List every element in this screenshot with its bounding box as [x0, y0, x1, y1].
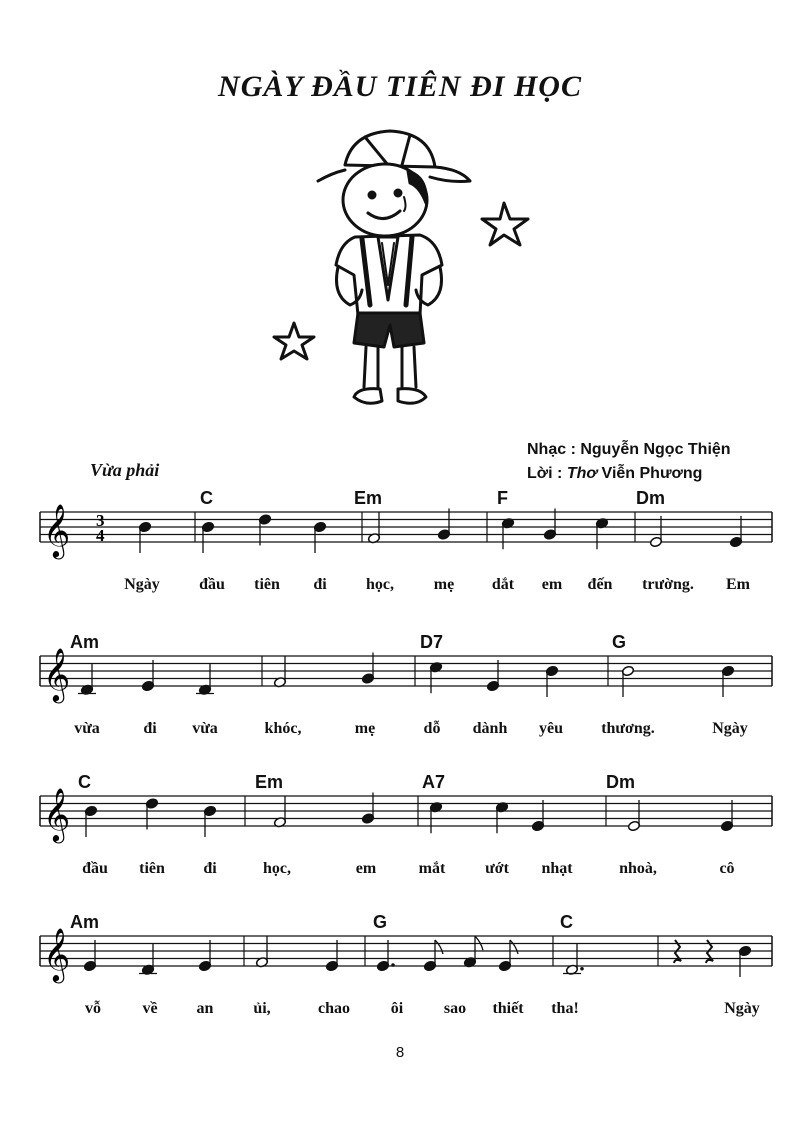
time-signature-bottom: 4 — [96, 526, 105, 545]
note — [361, 793, 374, 825]
music-system-1 — [0, 488, 800, 608]
treble-clef-icon: 𝄞 — [43, 503, 71, 557]
note — [273, 796, 286, 828]
staff — [0, 908, 800, 988]
note — [498, 940, 518, 972]
lyric-syllable: học, — [263, 860, 291, 877]
lyric-syllable: Ngày — [712, 720, 748, 737]
note — [367, 512, 380, 544]
note — [531, 800, 544, 832]
note — [429, 662, 442, 694]
song-title: NGÀY ĐẦU TIÊN ĐI HỌC — [218, 70, 582, 103]
note — [78, 664, 96, 696]
lyric-syllable: mẹ — [354, 720, 376, 737]
lyric-syllable: Ngày — [724, 1000, 760, 1017]
chord-label: G — [373, 912, 388, 932]
note — [463, 936, 483, 968]
lyric-syllable: tiên — [254, 576, 280, 593]
lyric-syllable: ôi — [390, 1000, 404, 1017]
lyricist-credit — [527, 462, 731, 486]
note — [627, 800, 640, 832]
lyricist-name: Viễn Phương — [597, 465, 703, 482]
chord-label: Dm — [636, 488, 666, 508]
lyric-syllable: dành — [472, 720, 508, 737]
music-system-3 — [0, 769, 800, 889]
note — [325, 940, 338, 972]
note — [429, 802, 442, 834]
lyricist-italic: Thơ — [566, 465, 598, 482]
chord-label: C — [560, 912, 573, 932]
lyric-syllable: em — [541, 576, 563, 593]
chord-label: Am — [70, 912, 100, 932]
chord-label: D7 — [420, 632, 444, 652]
lyric-syllable: vỗ — [85, 1000, 101, 1017]
note — [203, 805, 216, 837]
chord-label: F — [497, 488, 508, 508]
lyric-syllable: an — [196, 1000, 214, 1017]
dot — [391, 963, 395, 967]
note — [273, 656, 286, 688]
note — [621, 665, 634, 697]
lyric-syllable: sao — [443, 1000, 467, 1017]
treble-clef-icon: 𝄞 — [43, 927, 71, 981]
note — [495, 802, 508, 834]
lyric-syllable: mẹ — [433, 576, 455, 593]
lyric-syllable: dỗ — [423, 720, 441, 737]
note — [501, 518, 514, 550]
note — [543, 509, 556, 541]
note — [595, 518, 608, 550]
lyric-syllable: thiết — [492, 1000, 524, 1017]
lyric-syllable: yêu — [539, 720, 563, 737]
lyric-syllable: về — [142, 1000, 158, 1017]
lyric-syllable: em — [355, 860, 377, 877]
note — [196, 664, 214, 696]
note — [258, 514, 271, 546]
lyric-syllable: Ngày — [124, 576, 160, 593]
note — [545, 665, 558, 697]
note — [738, 945, 751, 977]
note — [376, 940, 394, 972]
chord-label: G — [612, 632, 627, 652]
note — [563, 944, 584, 976]
note — [649, 516, 662, 548]
note — [84, 805, 97, 837]
lyric-syllable: đầu — [199, 576, 225, 593]
time-signature-top: 3 — [96, 511, 105, 530]
staff-lines — [40, 936, 772, 966]
music-system-2 — [0, 628, 800, 748]
lyric-syllable: trường. — [642, 576, 694, 593]
lyricist-prefix: Lời : — [527, 465, 567, 482]
chord-label: Em — [255, 772, 284, 792]
dot — [580, 967, 584, 971]
lyric-syllable: đi — [143, 720, 157, 737]
note — [720, 800, 733, 832]
lyric-syllable: tiên — [139, 860, 165, 877]
lyric-syllable: nhạt — [541, 860, 573, 877]
staff — [0, 488, 800, 568]
note — [729, 516, 742, 548]
staff — [0, 769, 800, 849]
lyric-syllable: mắt — [418, 860, 446, 877]
lyric-syllable: ủi, — [253, 1000, 271, 1017]
lyric-syllable: đầu — [82, 860, 108, 877]
flag — [435, 940, 443, 954]
lyric-syllable: cô — [719, 860, 735, 877]
note — [361, 653, 374, 685]
lyric-syllable: vừa — [192, 720, 218, 737]
note — [141, 660, 154, 692]
page-number: 8 — [395, 1044, 405, 1061]
tempo-marking: Vừa phải — [90, 460, 160, 480]
lyric-syllable: tha! — [551, 1000, 579, 1017]
note — [486, 660, 499, 692]
chord-label: Dm — [606, 772, 636, 792]
lyric-syllable: nhoà, — [619, 860, 657, 877]
note — [138, 521, 151, 553]
note — [201, 521, 214, 553]
lyric-syllable: đến — [587, 576, 613, 593]
song-credits — [527, 438, 731, 486]
lyric-syllable: dắt — [491, 576, 515, 593]
note — [139, 944, 157, 976]
lyric-syllable: thương. — [601, 720, 655, 737]
flag — [510, 940, 518, 954]
note — [145, 798, 158, 830]
lyric-syllable: vừa — [74, 720, 100, 737]
note — [83, 940, 96, 972]
lyric-syllable: chao — [318, 1000, 350, 1017]
note — [255, 936, 268, 968]
note — [423, 940, 443, 972]
lyric-syllable: đi — [313, 576, 327, 593]
lyric-syllable: học, — [366, 576, 394, 593]
music-system-4 — [0, 908, 800, 1028]
chord-label: Am — [70, 632, 100, 652]
chord-label: Em — [354, 488, 383, 508]
note — [313, 521, 326, 553]
lyric-syllable: khóc, — [264, 720, 302, 737]
chord-label: C — [78, 772, 91, 792]
lyric-syllable: ướt — [485, 860, 509, 877]
lyric-syllable: đi — [203, 860, 217, 877]
treble-clef-icon: 𝄞 — [43, 787, 71, 841]
staff — [0, 628, 800, 708]
lyric-syllable: Em — [726, 576, 750, 593]
note — [721, 665, 734, 697]
chord-label: C — [200, 488, 213, 508]
composer-credit: Nhạc : Nguyễn Ngọc Thiện — [527, 441, 731, 458]
schoolboy-illustration — [270, 125, 540, 425]
note — [437, 509, 450, 541]
note — [198, 940, 211, 972]
treble-clef-icon: 𝄞 — [43, 647, 71, 701]
chord-label: A7 — [422, 772, 446, 792]
